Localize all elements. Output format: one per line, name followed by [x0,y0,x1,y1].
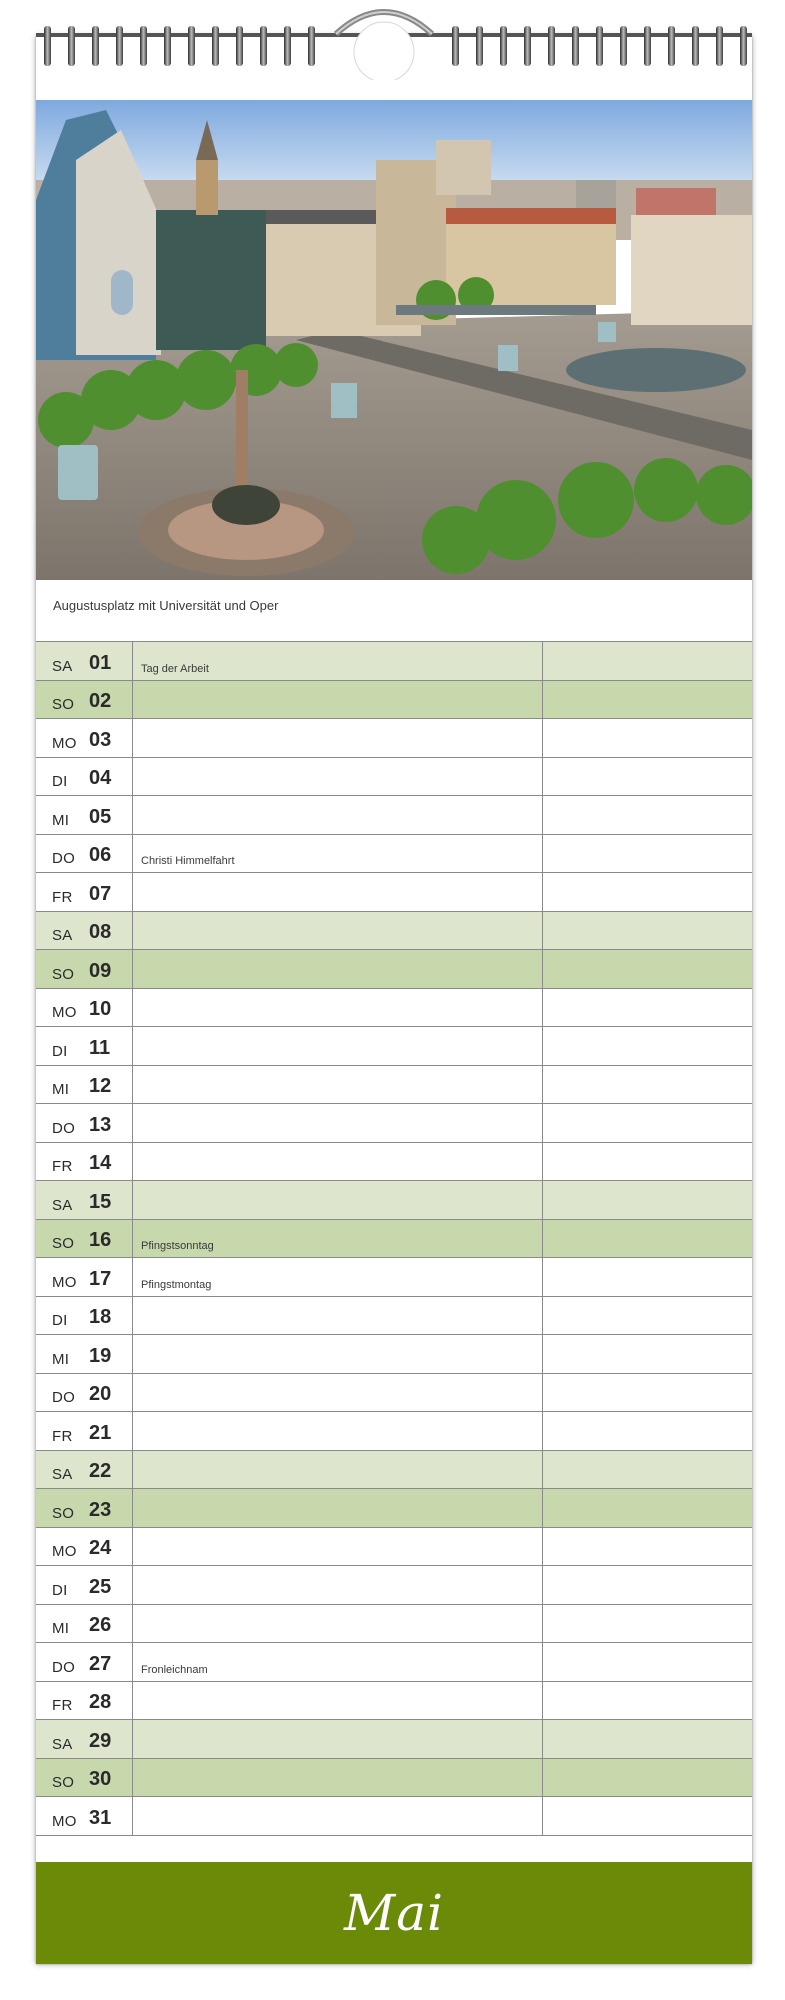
day-number: 26 [89,1614,112,1636]
day-number: 12 [89,1075,112,1097]
spiral-loop [500,26,507,66]
day-row[interactable] [36,912,752,951]
spiral-loop [44,26,51,66]
day-row[interactable] [36,950,752,989]
date-cell [36,1258,133,1296]
weekday-label: DI [52,773,68,790]
weekday-label: DO [52,1119,76,1137]
extra-cell[interactable] [543,1143,752,1181]
note-cell[interactable] [133,1143,543,1181]
date-cell [36,1066,133,1104]
note-cell[interactable] [133,1220,543,1258]
day-row[interactable] [36,1258,752,1297]
extra-cell[interactable] [543,950,752,988]
date-cell [36,1643,133,1681]
day-row[interactable] [36,1605,752,1644]
weekday-label: MO [52,1004,77,1021]
day-row[interactable] [36,835,752,874]
extra-cell[interactable] [543,1066,752,1104]
note-cell[interactable] [133,950,543,988]
date-cell [36,912,133,950]
day-row[interactable] [36,1297,752,1336]
day-row[interactable] [36,1643,752,1682]
note-cell[interactable] [133,1104,543,1142]
day-number: 21 [89,1421,112,1444]
day-number: 07 [89,882,112,905]
extra-cell[interactable] [543,1720,752,1758]
extra-cell[interactable] [543,1451,752,1489]
extra-cell[interactable] [543,796,752,834]
month-footer [36,1862,752,1964]
day-number: 24 [89,1537,112,1559]
day-number: 08 [89,921,112,943]
note-cell[interactable] [133,835,543,873]
holiday-note: Pfingstsonntag [141,1240,214,1252]
day-row[interactable] [36,758,752,797]
day-row[interactable] [36,719,752,758]
date-cell [36,1374,133,1412]
extra-cell[interactable] [543,1605,752,1643]
extra-cell[interactable] [543,1297,752,1335]
day-row[interactable] [36,1720,752,1759]
weekday-label: FR [52,1427,73,1445]
day-row[interactable] [36,1220,752,1259]
spiral-loop [116,26,123,66]
extra-cell[interactable] [543,1220,752,1258]
extra-cell[interactable] [543,1489,752,1527]
note-cell[interactable] [133,1374,543,1412]
spiral-loop [524,26,531,66]
spiral-loop [476,26,483,66]
note-cell[interactable] [133,989,543,1027]
date-cell [36,796,133,834]
weekday-label: SA [52,657,73,675]
day-number: 18 [89,1306,112,1328]
date-cell [36,1181,133,1219]
weekday-label: DO [52,1658,76,1676]
date-cell [36,681,133,719]
extra-cell[interactable] [543,912,752,950]
note-cell[interactable] [133,1412,543,1450]
holiday-note: Fronleichnam [141,1663,208,1676]
day-number: 03 [89,728,112,751]
date-cell [36,1104,133,1142]
spiral-loop [236,26,243,66]
spiral-loop [68,26,75,66]
weekday-label: MO [52,1273,77,1291]
calendar-photo [36,100,752,580]
day-number: 20 [89,1383,112,1405]
day-number: 11 [89,1036,111,1059]
day-row[interactable] [36,642,752,681]
date-cell [36,758,133,796]
month-title: Mai [344,1884,444,1942]
extra-cell[interactable] [543,758,752,796]
date-cell [36,1605,133,1643]
note-cell[interactable] [133,873,543,911]
day-number: 10 [89,998,112,1020]
weekday-label: FR [52,1697,73,1714]
day-row[interactable] [36,1066,752,1105]
note-cell[interactable] [133,642,543,680]
extra-cell[interactable] [543,1181,752,1219]
spiral-binding [36,0,752,80]
spiral-loop [572,26,579,66]
day-row[interactable] [36,1489,752,1528]
day-number: 06 [89,844,112,866]
date-cell [36,1682,133,1720]
spiral-loop [92,26,99,66]
day-number: 31 [89,1806,112,1829]
day-number: 23 [89,1498,112,1521]
day-row[interactable] [36,1027,752,1066]
note-cell[interactable] [133,1797,543,1835]
date-cell [36,1566,133,1604]
extra-cell[interactable] [543,1797,752,1835]
note-cell[interactable] [133,796,543,834]
day-row[interactable] [36,796,752,835]
day-list [36,641,752,1836]
weekday-label: MI [52,1620,70,1637]
extra-cell[interactable] [543,1258,752,1296]
date-cell [36,989,133,1027]
note-cell[interactable] [133,1027,543,1065]
day-number: 19 [89,1344,112,1367]
date-cell [36,950,133,988]
day-row[interactable] [36,1143,752,1182]
note-cell[interactable] [133,1335,543,1373]
day-row[interactable] [36,1682,752,1721]
day-number: 02 [89,690,112,712]
spiral-loop [212,26,219,66]
day-number: 29 [89,1729,112,1752]
note-cell[interactable] [133,1605,543,1643]
photo-caption: Augustusplatz mit Universität und Oper [53,598,279,613]
date-cell [36,1759,133,1797]
weekday-label: MO [52,734,77,752]
weekday-label: SO [52,696,75,713]
day-number: 09 [89,959,112,982]
weekday-label: SA [52,1466,73,1483]
date-cell [36,835,133,873]
extra-cell[interactable] [543,719,752,757]
day-row[interactable] [36,1412,752,1451]
day-number: 30 [89,1768,112,1790]
weekday-label: DI [52,1581,68,1599]
note-cell[interactable] [133,1297,543,1335]
extra-cell[interactable] [543,1027,752,1065]
date-cell [36,1143,133,1181]
weekday-label: MO [52,1812,77,1830]
note-cell[interactable] [133,1566,543,1604]
extra-cell[interactable] [543,681,752,719]
date-cell [36,1335,133,1373]
extra-cell[interactable] [543,1374,752,1412]
extra-cell[interactable] [543,1412,752,1450]
weekday-label: SA [52,1196,73,1214]
date-cell [36,1528,133,1566]
weekday-label: FR [52,888,73,906]
day-number: 22 [89,1460,112,1482]
day-number: 16 [89,1229,112,1251]
note-cell[interactable] [133,681,543,719]
weekday-label: MI [52,1081,70,1098]
day-row[interactable] [36,989,752,1028]
date-cell [36,1489,133,1527]
spiral-loop [620,26,627,66]
day-row[interactable] [36,873,752,912]
day-number: 28 [89,1691,112,1713]
day-number: 04 [89,767,112,789]
spiral-loop [308,26,315,66]
weekday-label: MI [52,811,70,829]
note-cell[interactable] [133,1451,543,1489]
extra-cell[interactable] [543,1643,752,1681]
weekday-label: SO [52,965,75,983]
weekday-label: DI [52,1042,68,1060]
day-row[interactable] [36,1374,752,1413]
extra-cell[interactable] [543,1566,752,1604]
weekday-label: MI [52,1350,70,1368]
day-number: 27 [89,1652,112,1675]
spiral-loop [716,26,723,66]
day-row[interactable] [36,1335,752,1374]
date-cell [36,1797,133,1835]
note-cell[interactable] [133,912,543,950]
day-row[interactable] [36,1797,752,1836]
day-row[interactable] [36,1528,752,1567]
date-cell [36,719,133,757]
note-cell[interactable] [133,1643,543,1681]
note-cell[interactable] [133,1759,543,1797]
extra-cell[interactable] [543,1335,752,1373]
extra-cell[interactable] [543,1682,752,1720]
day-number: 15 [89,1190,112,1213]
date-cell [36,1451,133,1489]
weekday-label: SO [52,1774,75,1791]
spiral-loop [284,26,291,66]
weekday-label: SO [52,1235,75,1252]
weekday-label: DO [52,1389,76,1406]
weekday-label: MO [52,1543,77,1560]
extra-cell[interactable] [543,873,752,911]
note-cell[interactable] [133,1181,543,1219]
day-number: 01 [89,651,112,674]
spiral-loop [740,26,747,66]
day-row[interactable] [36,1181,752,1220]
day-row[interactable] [36,681,752,720]
spiral-loop [452,26,459,66]
holiday-note: Christi Himmelfahrt [141,855,235,867]
spiral-loop [548,26,555,66]
spiral-loop [692,26,699,66]
spiral-loop [260,26,267,66]
weekday-label: FR [52,1158,73,1175]
note-cell[interactable] [133,1528,543,1566]
extra-cell[interactable] [543,1104,752,1142]
holiday-note: Pfingstmontag [141,1278,212,1291]
note-cell[interactable] [133,1066,543,1104]
weekday-label: SA [52,1735,73,1753]
holiday-note: Tag der Arbeit [141,662,209,675]
date-cell [36,1220,133,1258]
extra-cell[interactable] [543,989,752,1027]
date-cell [36,873,133,911]
date-cell [36,642,133,680]
day-number: 05 [89,805,112,828]
spiral-loop [164,26,171,66]
date-cell [36,1027,133,1065]
day-number: 14 [89,1152,112,1174]
extra-cell[interactable] [543,1759,752,1797]
date-cell [36,1412,133,1450]
date-cell [36,1297,133,1335]
note-cell[interactable] [133,1489,543,1527]
spiral-loop [596,26,603,66]
day-row[interactable] [36,1451,752,1490]
extra-cell[interactable] [543,1528,752,1566]
note-cell[interactable] [133,758,543,796]
note-cell[interactable] [133,1258,543,1296]
weekday-label: SA [52,927,73,944]
day-row[interactable] [36,1104,752,1143]
day-row[interactable] [36,1566,752,1605]
spiral-loop [140,26,147,66]
extra-cell[interactable] [543,835,752,873]
note-cell[interactable] [133,719,543,757]
day-number: 17 [89,1267,112,1290]
day-number: 25 [89,1575,112,1598]
weekday-label: DO [52,850,76,867]
note-cell[interactable] [133,1720,543,1758]
spiral-loop [668,26,675,66]
spiral-loop [188,26,195,66]
weekday-label: DI [52,1312,68,1329]
weekday-label: SO [52,1504,75,1522]
date-cell [36,1720,133,1758]
extra-cell[interactable] [543,642,752,680]
day-number: 13 [89,1113,112,1136]
spiral-loop [644,26,651,66]
day-row[interactable] [36,1759,752,1798]
note-cell[interactable] [133,1682,543,1720]
